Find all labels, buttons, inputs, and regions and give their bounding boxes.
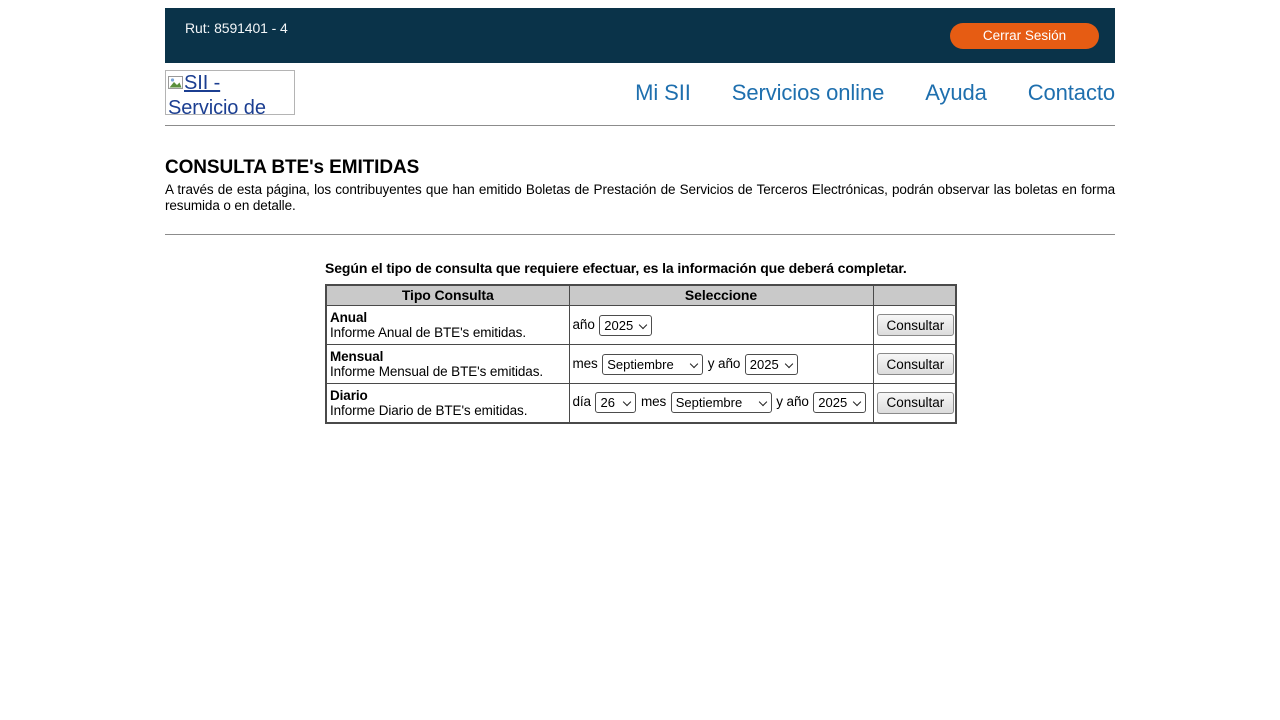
page-title: CONSULTA BTE's EMITIDAS xyxy=(165,157,420,178)
header-divider xyxy=(165,125,1115,126)
diario-day-select[interactable] xyxy=(595,392,636,413)
rut-label: Rut: 8591401 - 4 xyxy=(185,20,288,36)
header-row xyxy=(165,70,1115,115)
sii-logo-link[interactable] xyxy=(165,70,295,115)
content-divider xyxy=(165,234,1115,235)
anual-year-label: año xyxy=(572,316,595,332)
row-mensual-type: Mensual xyxy=(330,349,384,364)
table-row-diario xyxy=(326,384,956,423)
table-row-mensual xyxy=(326,345,956,384)
mensual-month-select[interactable] xyxy=(602,354,703,375)
nav-item-contacto[interactable]: Contacto xyxy=(1027,79,1115,105)
diario-month-select-wrap xyxy=(671,392,772,413)
nav-item-mi-sii[interactable]: Mi SII xyxy=(635,79,691,105)
anual-year-select[interactable] xyxy=(599,315,652,336)
diario-day-label: día xyxy=(572,394,591,410)
row-anual-desc: Informe Anual de BTE's emitidas. xyxy=(330,325,526,340)
mensual-month-select-wrap xyxy=(602,354,703,375)
mensual-year-select-wrap xyxy=(745,354,798,375)
diario-month-select[interactable] xyxy=(671,392,772,413)
logout-button[interactable]: Cerrar Sesión xyxy=(950,23,1099,49)
diario-consultar-button[interactable]: Consultar xyxy=(877,392,955,414)
main-nav xyxy=(635,80,1115,106)
header-empty xyxy=(873,285,956,306)
page-description: A través de esta página, los contribuyentes que han emitido Boletas de Prestación de Servicios de Terceros Electrónicas, podrán observar las boletas en forma resumida o en detalle. xyxy=(165,182,1115,213)
mensual-year-select[interactable] xyxy=(745,354,798,375)
consulta-section xyxy=(325,261,955,424)
mensual-year-label: y año xyxy=(707,355,741,371)
diario-year-select[interactable] xyxy=(813,392,866,413)
mensual-consultar-button[interactable]: Consultar xyxy=(877,353,955,375)
broken-image-icon xyxy=(168,76,183,89)
instruction-text: Según el tipo de consulta que requiere efectuar, es la información que deberá completar. xyxy=(325,260,907,276)
row-anual-type: Anual xyxy=(330,310,368,325)
row-diario-desc: Informe Diario de BTE's emitidas. xyxy=(330,402,528,418)
header-seleccione: Seleccione xyxy=(569,285,873,306)
mensual-month-label: mes xyxy=(572,355,598,371)
row-diario-type: Diario xyxy=(330,387,368,403)
nav-item-servicios-online[interactable]: Servicios online xyxy=(731,79,885,105)
anual-year-select-wrap xyxy=(599,315,652,336)
diario-year-label: y año xyxy=(776,394,809,410)
logo-alt-text: SII - Servicio de xyxy=(168,72,266,115)
top-bar xyxy=(165,8,1115,63)
consulta-table xyxy=(325,284,957,424)
diario-day-select-wrap xyxy=(595,392,636,413)
row-mensual-desc: Informe Mensual de BTE's emitidas. xyxy=(330,364,544,379)
table-header-row xyxy=(326,285,956,306)
header-tipo-consulta: Tipo Consulta xyxy=(326,285,569,306)
page-container xyxy=(165,8,1115,424)
diario-year-select-wrap xyxy=(813,392,866,413)
diario-month-label: mes xyxy=(641,394,667,410)
table-row-anual xyxy=(326,306,956,345)
nav-item-ayuda[interactable]: Ayuda xyxy=(925,79,987,105)
anual-consultar-button[interactable]: Consultar xyxy=(877,314,955,336)
